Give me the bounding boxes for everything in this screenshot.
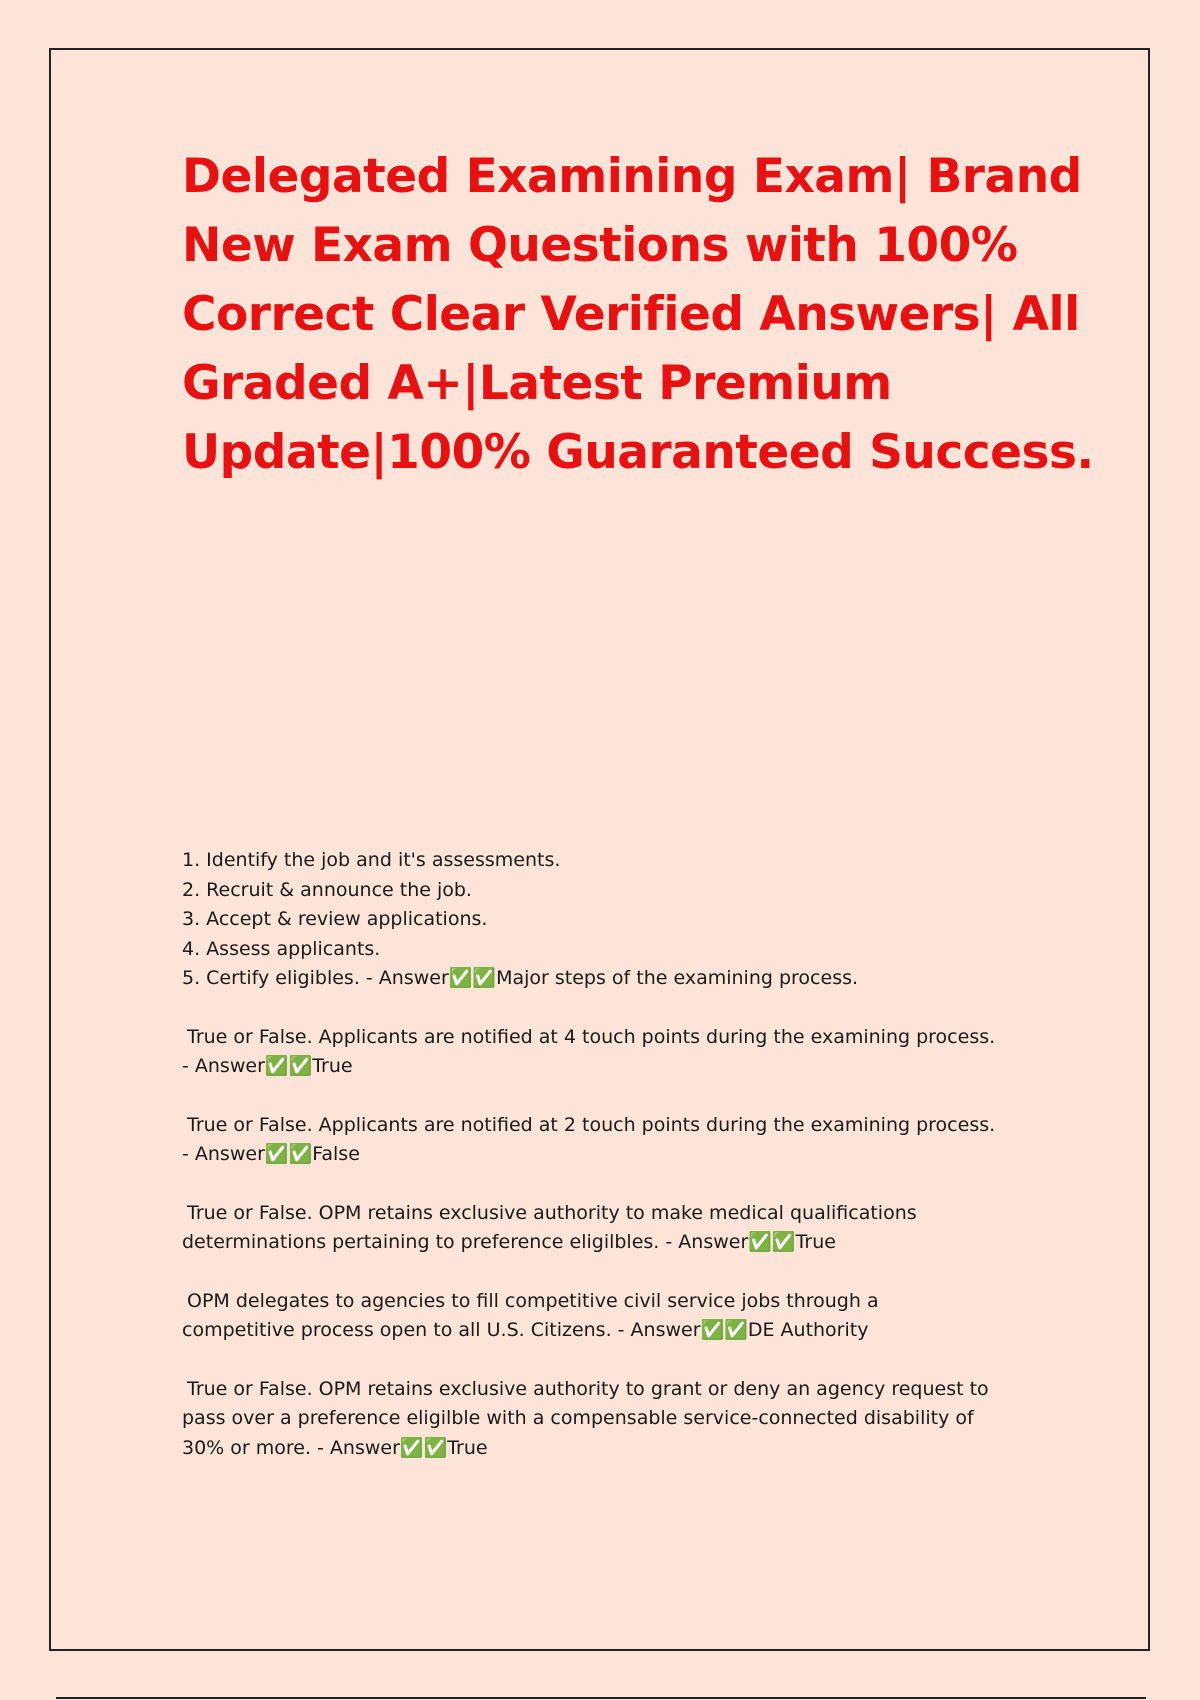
answer-text: - Answer✅✅False [182, 1143, 360, 1165]
question-text: True or False. OPM retains exclusive authority to make medical qualifications [187, 1201, 917, 1224]
question-block [182, 1111, 1062, 1170]
question-text: True or False. Applicants are notified at 2 touch points during the examining process. [187, 1113, 996, 1136]
step-item: 3. Accept & review applications. [182, 908, 488, 930]
answer-text: competitive process open to all U.S. Citizens. - Answer✅✅DE Authority [182, 1319, 869, 1341]
title-line: Correct Clear Verified Answers| All [182, 287, 1080, 342]
question-block [182, 1287, 1062, 1346]
title-line: Update|100% Guaranteed Success. [182, 425, 1094, 480]
question-block [182, 1023, 1062, 1082]
question-text: True or False. Applicants are notified at 4 touch points during the examining process. [187, 1025, 996, 1048]
question-block-steps [182, 846, 1062, 994]
answer-text: - Answer✅✅True [182, 1055, 353, 1077]
question-block [182, 1199, 1062, 1258]
answer-text: determinations pertaining to preference eligilbles. - Answer✅✅True [182, 1231, 836, 1253]
question-list [182, 846, 1062, 1492]
answer-text: 30% or more. - Answer✅✅True [182, 1436, 488, 1459]
question-block [182, 1375, 1062, 1464]
title-line: Graded A+|Latest Premium [182, 356, 892, 411]
document-title [182, 142, 1094, 487]
step-item: 4. Assess applicants. [182, 937, 381, 960]
page-divider [56, 1697, 1146, 1699]
question-text: OPM delegates to agencies to fill competitive civil service jobs through a [187, 1289, 879, 1312]
question-text: True or False. OPM retains exclusive authority to grant or deny an agency request to [187, 1377, 989, 1400]
step-item: 5. Certify eligibles. - Answer✅✅Major steps of the examining process. [182, 967, 859, 989]
step-item: 2. Recruit & announce the job. [182, 878, 472, 901]
title-line: Delegated Examining Exam| Brand [182, 149, 1082, 204]
title-line: New Exam Questions with 100% [182, 218, 1018, 273]
step-item: 1. Identify the job and it's assessments. [182, 849, 561, 871]
question-text: pass over a preference eligilble with a compensable service-connected disability of [182, 1407, 974, 1429]
